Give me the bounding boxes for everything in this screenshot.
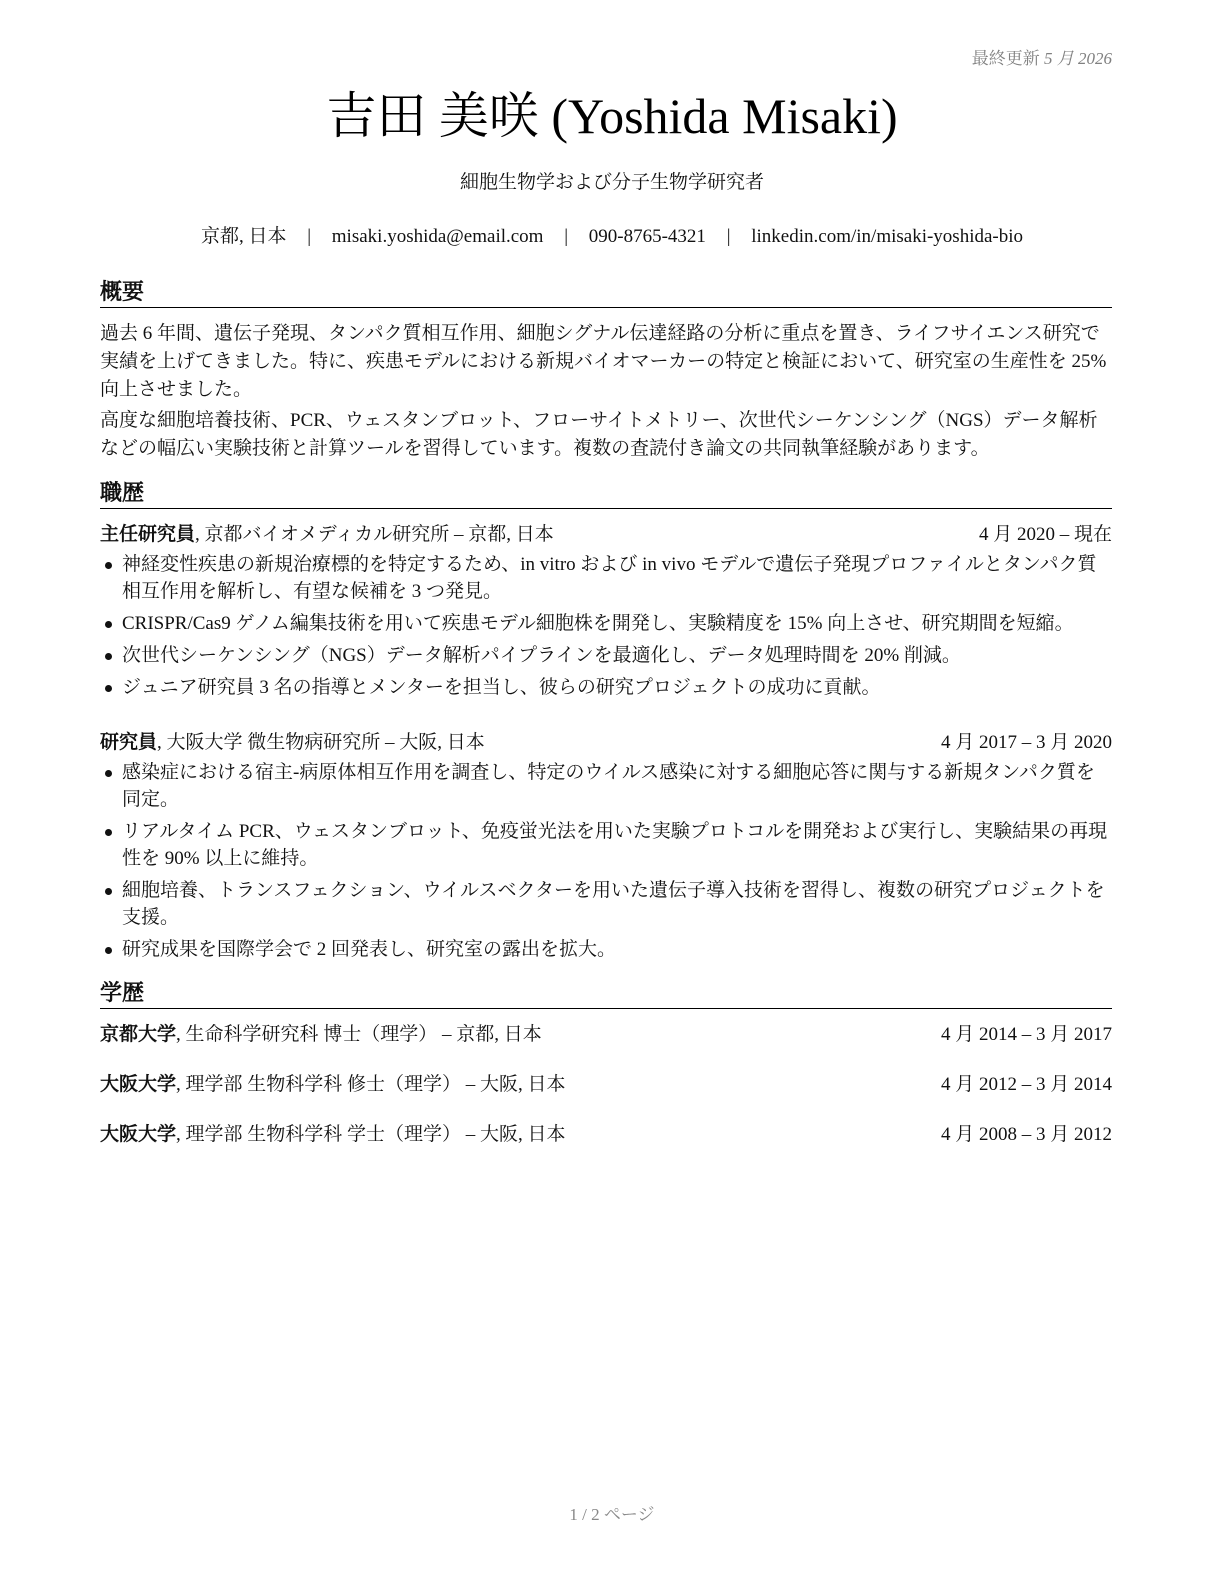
bullet-item: 細胞培養、トランスフェクション、ウイルスベクターを用いた遺伝子導入技術を習得し、複数の研究プロジェクトを支援。 [100, 877, 1112, 931]
job-bullets [100, 551, 1112, 706]
job-role: 主任研究員 [100, 524, 196, 545]
bullet-item: 次世代シーケンシング（NGS）データ解析パイプラインを最適化し、データ処理時間を 20% 削減。 [100, 642, 1112, 669]
education-title-line [100, 1071, 566, 1099]
job-header [100, 729, 1112, 757]
bullet-item: 神経変性疾患の新規治療標的を特定するため、in vitro および in vivo モデルで遺伝子発現プロファイルとタンパク質相互作用を解析し、有望な候補を 3 つ発見。 [100, 551, 1112, 605]
contact-line [0, 224, 1224, 250]
job-dates: 4 月 2017 – 3 月 2020 [940, 732, 1112, 753]
contact-linkedin[interactable]: linkedin.com/in/misaki-yoshida-bio [751, 226, 1024, 247]
contact-phone[interactable]: 090-8765-4321 [588, 226, 706, 247]
education-title-line [100, 1021, 542, 1049]
job-title-line [100, 521, 554, 549]
summary-paragraph: 高度な細胞培養技術、PCR、ウェスタンブロット、フローサイトメトリー、次世代シーケンシング（NGS）データ解析などの幅広い実験技術と計算ツールを習得しています。複数の査読付き論文の共同執筆経験があります。 [100, 410, 1098, 459]
bullet-item: 感染症における宿主-病原体相互作用を調査し、特定のウイルス感染に対する細胞応答に関与する新規タンパク質を同定。 [100, 759, 1112, 813]
page-number: 1 / 2 ページ [569, 1505, 655, 1524]
job-header [100, 521, 1112, 549]
section-title-summary: 概要 [100, 278, 1112, 308]
summary-paragraph: 過去 6 年間、遺伝子発現、タンパク質相互作用、細胞シグナル伝達経路の分析に重点を置き、ライフサイエンス研究で実績を上げてきました。特に、疾患モデルにおける新規バイオマーカーの特定と検証において、研究室の生産性を 25% 向上させました。 [100, 323, 1107, 400]
job-employer: , 京都バイオメディカル研究所 – 京都, 日本 [195, 524, 554, 545]
section-title-experience: 職歴 [100, 479, 1112, 509]
education-item [100, 1021, 1112, 1049]
contact-separator: | [564, 226, 569, 247]
job-title-line [100, 729, 485, 757]
education-dates: 4 月 2012 – 3 月 2014 [940, 1074, 1112, 1095]
job-role: 研究員 [100, 732, 158, 753]
job-dates: 4 月 2020 – 現在 [978, 524, 1112, 545]
last-updated-label: 最終更新 [971, 49, 1040, 68]
education-dates: 4 月 2014 – 3 月 2017 [940, 1024, 1112, 1045]
contact-email[interactable]: misaki.yoshida@email.com [331, 226, 544, 247]
education-school: 大阪大学 [100, 1074, 177, 1095]
contact-separator: | [726, 226, 731, 247]
contact-separator: | [307, 226, 312, 247]
candidate-name: 吉田 美咲 (Yoshida Misaki) [326, 88, 898, 144]
education-school: 京都大学 [100, 1024, 177, 1045]
bullet-item: CRISPR/Cas9 ゲノム編集技術を用いて疾患モデル細胞株を開発し、実験精度を 15% 向上させ、研究期間を短縮。 [100, 610, 1112, 637]
education-title-line [100, 1121, 566, 1149]
bullet-item: 研究成果を国際学会で 2 回発表し、研究室の露出を拡大。 [100, 936, 1112, 963]
education-degree: , 生命科学研究科 博士（理学） – 京都, 日本 [176, 1024, 542, 1045]
bullet-item: リアルタイム PCR、ウェスタンブロット、免疫蛍光法を用いた実験プロトコルを開発および実行し、実験結果の再現性を 90% 以上に維持。 [100, 818, 1112, 872]
candidate-subtitle: 細胞生物学および分子生物学研究者 [459, 172, 764, 193]
education-dates: 4 月 2008 – 3 月 2012 [940, 1124, 1112, 1145]
education-school: 大阪大学 [100, 1124, 177, 1145]
contact-location: 京都, 日本 [200, 226, 287, 247]
education-degree: , 理学部 生物科学科 学士（理学） – 大阪, 日本 [176, 1124, 566, 1145]
section-title-education: 学歴 [100, 979, 1112, 1009]
education-item [100, 1071, 1112, 1099]
job-employer: , 大阪大学 微生物病研究所 – 大阪, 日本 [157, 732, 485, 753]
last-updated [972, 44, 1112, 69]
education-degree: , 理学部 生物科学科 修士（理学） – 大阪, 日本 [176, 1074, 566, 1095]
bullet-item: ジュニア研究員 3 名の指導とメンターを担当し、彼らの研究プロジェクトの成功に貢献。 [100, 674, 1112, 701]
job-bullets [100, 759, 1112, 968]
last-updated-date: 5 月 2026 [1044, 49, 1112, 68]
education-item [100, 1121, 1112, 1149]
